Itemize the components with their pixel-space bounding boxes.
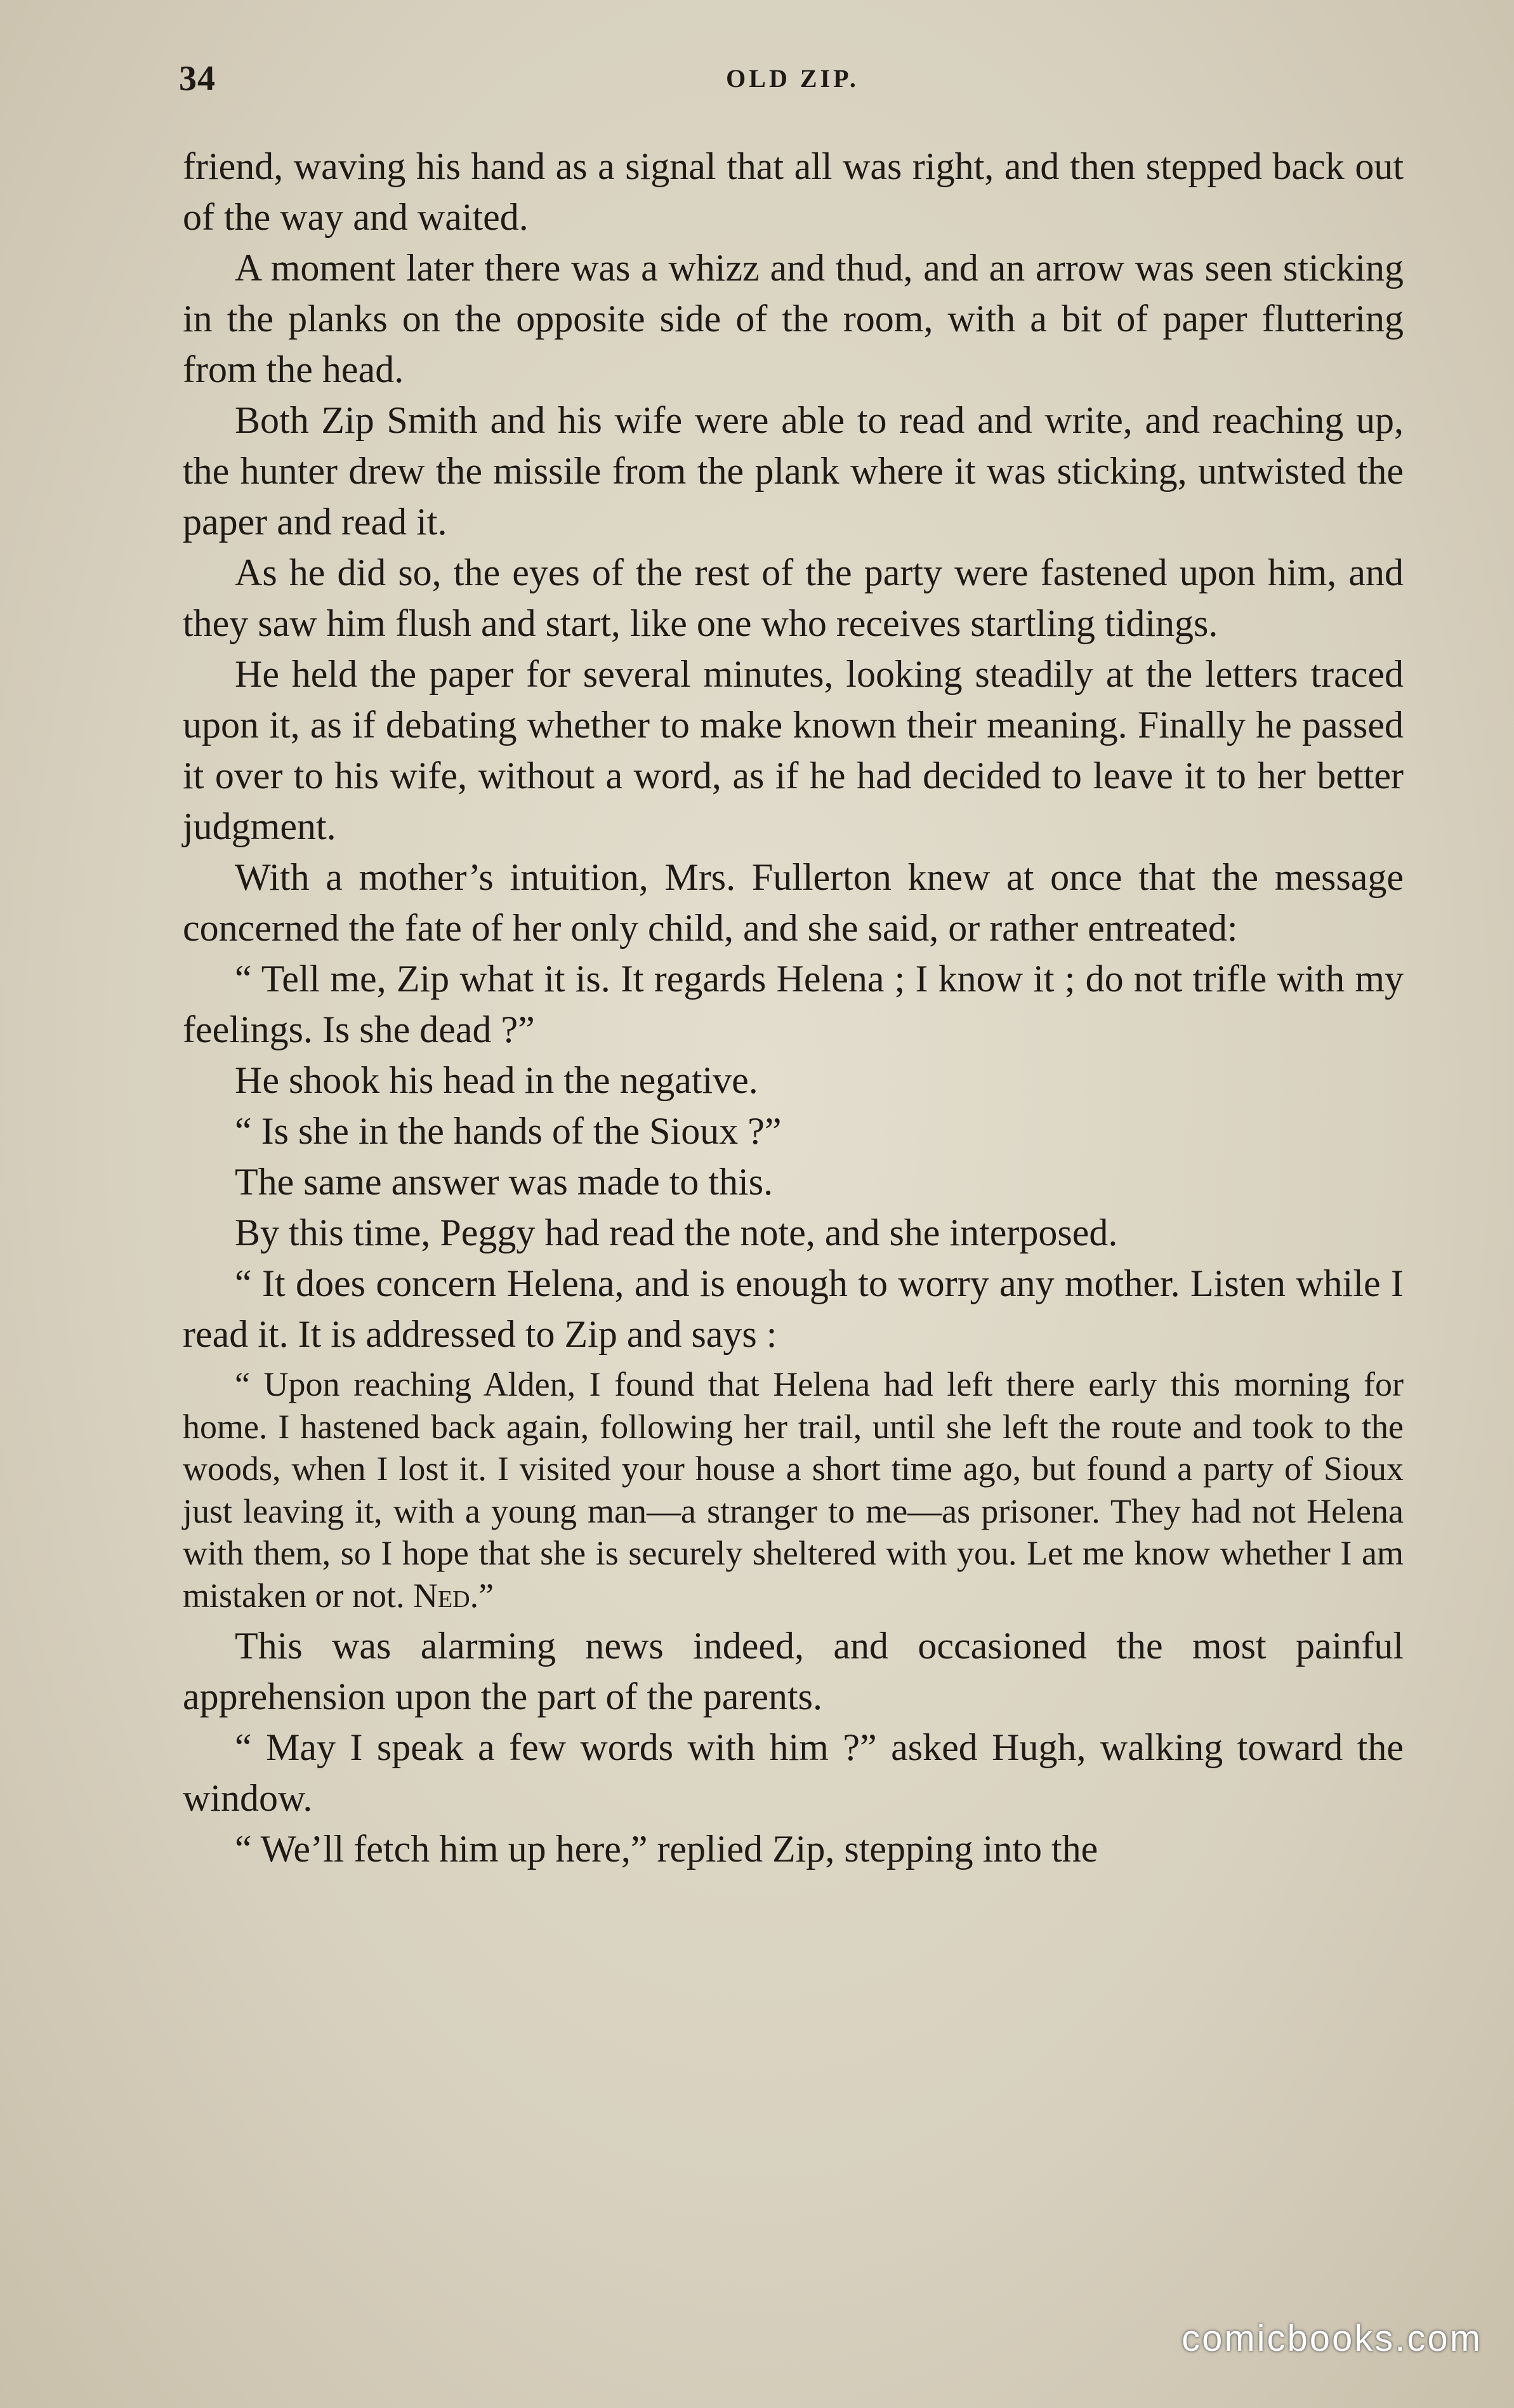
- quoted-letter: [183, 1363, 1404, 1617]
- paragraph: “ Is she in the hands of the Sioux ?”: [235, 1110, 782, 1152]
- paragraph: “ Tell me, Zip what it is. It regards Helena ; I know it ; do not trifle with my feelings. Is she dead ?”: [183, 958, 1404, 1050]
- paragraph: This was alarming news indeed, and occasioned the most painful apprehension upon the part of the parents.: [183, 1625, 1404, 1717]
- paragraph: He held the paper for several minutes, looking steadily at the letters traced upon it, as if debating whether to make known their meaning. Finally he passed it over to his wife, without a word, as if he had decided to leave it to her better judgment.: [183, 653, 1404, 847]
- letter-body: “ Upon reaching Alden, I found that Helena had left there early this morning for home. I hastened back again, following her trail, until she left the route and took to the woods, when I lost it. I visited your house a short time ago, but found a party of Sioux just leaving it, with a young man—a stranger to me—as prisoner. They had not Helena with them, so I hope that she is securely sheltered with you. Let me know whether I am mistaken or not.: [183, 1365, 1404, 1615]
- letter-signature: Ned.”: [412, 1576, 494, 1615]
- paragraph: “ May I speak a few words with him ?” asked Hugh, walking toward the window.: [183, 1726, 1404, 1819]
- running-head: OLD ZIP.: [726, 64, 859, 93]
- paragraph: He shook his head in the negative.: [235, 1059, 758, 1101]
- paragraph: “ It does concern Helena, and is enough to worry any mother. Listen while I read it. It is addressed to Zip and says :: [183, 1262, 1404, 1355]
- page-number: 34: [179, 59, 216, 98]
- paragraph: A moment later there was a whizz and thud, and an arrow was seen sticking in the planks on the opposite side of the room, with a bit of paper fluttering from the head.: [183, 247, 1404, 390]
- paragraph: Both Zip Smith and his wife were able to read and write, and reaching up, the hunter drew the missile from the plank where it was sticking, untwisted the paper and read it.: [183, 399, 1404, 543]
- watermark: comicbooks.com: [1182, 2318, 1482, 2359]
- paragraph: “ We’ll fetch him up here,” replied Zip, stepping into the: [235, 1828, 1098, 1870]
- paragraph: As he did so, the eyes of the rest of the party were fastened upon him, and they saw him flush and start, like one who receives startling tidings.: [183, 552, 1404, 644]
- paragraph: By this time, Peggy had read the note, and she interposed.: [235, 1212, 1118, 1254]
- paragraph: With a mother’s intuition, Mrs. Fullerton knew at once that the message concerned the fate of her only child, and she said, or rather entreated:: [183, 856, 1404, 949]
- body-text: [183, 141, 1404, 1874]
- paragraph: friend, waving his hand as a signal that all was right, and then stepped back out of the way and waited.: [183, 145, 1404, 238]
- page-header: [179, 58, 1406, 116]
- paragraph: The same answer was made to this.: [235, 1161, 773, 1203]
